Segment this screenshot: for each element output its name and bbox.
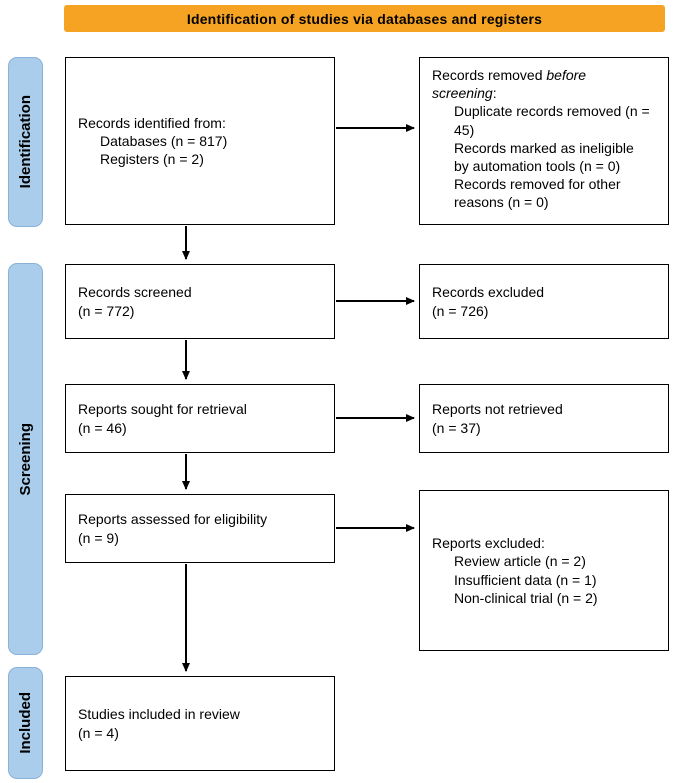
records-excluded-text: Records excluded [432, 284, 545, 301]
records-excluded-box [419, 264, 669, 339]
reports-excluded-title: Reports excluded: [432, 535, 545, 552]
reports-excluded-item-nonclinical: Non-clinical trial (n = 2) [454, 589, 598, 606]
records-identified-box [65, 57, 335, 225]
reports-assessed-text: Reports assessed for eligibility [78, 511, 268, 528]
stage-label-included [8, 667, 43, 779]
stage-identification-text: Identification [17, 95, 34, 189]
records-identified-title: Records identified from: [78, 114, 226, 131]
reports-sought-text: Reports sought for retrieval [78, 401, 247, 418]
reports-not-retrieved-box [419, 384, 669, 453]
records-screened-box [65, 264, 335, 339]
records-identified-item-databases: Databases (n = 817) [100, 132, 228, 149]
reports-excluded-item-review: Review article (n = 2) [454, 553, 586, 570]
records-removed-item-duplicates: Duplicate records removed (n = 45) [454, 103, 650, 138]
studies-included-count: (n = 4) [78, 724, 119, 741]
records-removed-box [419, 57, 669, 225]
reports-excluded-item-insufficient: Insufficient data (n = 1) [454, 571, 597, 588]
stage-label-screening [8, 263, 43, 655]
records-excluded-count: (n = 726) [432, 302, 489, 319]
reports-not-retrieved-count: (n = 37) [432, 419, 481, 436]
records-identified-item-registers: Registers (n = 2) [100, 151, 204, 168]
reports-assessed-box [65, 494, 335, 563]
records-removed-title-suffix: : [492, 85, 497, 102]
records-screened-text: Records screened [78, 284, 192, 301]
records-removed-item-automation: Records marked as ineligible by automation tools (n = 0) [454, 139, 634, 174]
studies-included-text: Studies included in review [78, 706, 240, 723]
reports-excluded-box [419, 490, 669, 651]
records-removed-item-other: Records removed for other reasons (n = 0) [454, 176, 621, 211]
stage-label-identification [8, 57, 43, 227]
stage-screening-text: Screening [17, 422, 34, 496]
studies-included-box [65, 676, 335, 771]
reports-sought-box [65, 384, 335, 453]
records-screened-count: (n = 772) [78, 302, 135, 319]
reports-assessed-count: (n = 9) [78, 529, 119, 546]
stage-included-text: Included [17, 692, 34, 754]
records-removed-title [432, 66, 652, 102]
records-removed-title-italic: before screening [432, 67, 587, 102]
reports-not-retrieved-text: Reports not retrieved [432, 401, 563, 418]
banner [64, 5, 665, 32]
banner-title: Identification of studies via databases and registers [186, 10, 543, 27]
reports-sought-count: (n = 46) [78, 419, 127, 436]
records-removed-title-prefix: Records removed [432, 67, 547, 83]
